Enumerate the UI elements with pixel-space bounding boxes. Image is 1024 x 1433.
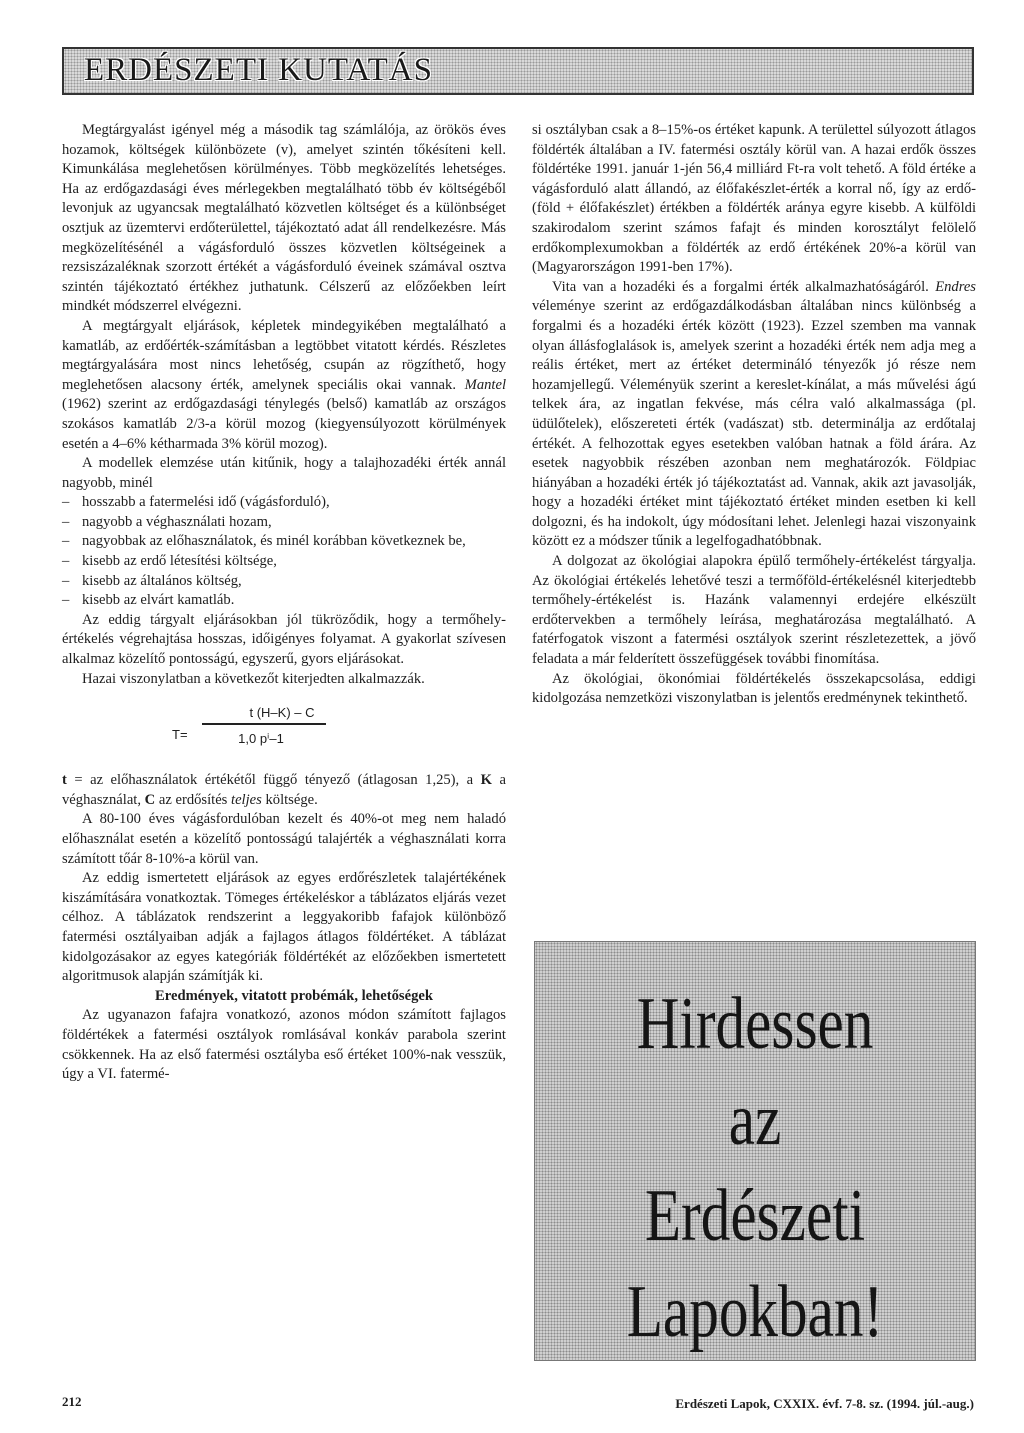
section-header-band xyxy=(62,47,974,95)
paragraph xyxy=(62,317,506,454)
symbol-k: K xyxy=(480,772,493,789)
journal-reference: Erdészeti Lapok, CXXIX. évf. 7-8. sz. (1994. júl.-aug.) xyxy=(675,1396,974,1411)
symbol-t: t xyxy=(62,772,67,789)
author-name: Endres xyxy=(935,278,976,295)
formula-lhs: T= xyxy=(172,727,188,743)
paragraph: Az eddig ismertetett eljárások az egyes erdőrészletek talajértékének kiszámítására vonatkoztak. Tömeges értékeléskor a táblázatos eljárás vezet célhoz. A táblázatok rendszerint a leggyakoribb fafajok különböző fatermési osztályaiban adják a fajlagos átlagos földértéket. A táblázat kidolgozásakor az egyes kategóriák földértékét az előzőekben ismertetett algoritmusok alapján számítják ki. xyxy=(62,870,506,985)
ad-line: az xyxy=(728,1079,782,1161)
emphasis: teljes xyxy=(231,791,262,808)
list-item: – hosszabb a fatermelési idő (vágásforduló), xyxy=(62,493,506,513)
paragraph xyxy=(532,278,976,552)
text-span: a véghasználat, xyxy=(62,772,507,808)
paragraph: Az ugyanazon fafajra vonatkozó, azonos módon számított fajlagos földértékek a fatermési osztályok romlásával konkáv parabola szerint csökkennek. Ha az első fatermési osztályba eső értéket 100%-nak vesszük, úgy a VI. fatermé- xyxy=(62,1007,506,1083)
list-item: – kisebb az erdő létesítési költsége, xyxy=(62,552,506,572)
paragraph: Megtárgyalást igényel még a második tag számlálója, az örökös éves hozamok, költségek különbözete (v), amelyet szintén tőkésíteni kell. Kimunkálása meglehetősen körülményes. Több megközelítés lehetséges. Ha az erdőgazdasági éves mérlegekben megtalálható több év költségéből levonjuk az ugyancsak megtalálható közvetlen költséget és a különbséget osztjuk az üzemtervi erdőterülettel, tájékoztató adat áll rendelkezésre. Más megközelítésénél a vágásforduló összes közvetlen költségeinek a rezsiszázaléknak szorzott értékét a vágásforduló éveinek számával osztva szintén tájékoztató értékhez juthatunk. Célszerű az előzőekben leírt mindkét módszerrel elvégezni. xyxy=(62,122,506,315)
paragraph: A modellek elemzése után kitűnik, hogy a talajhozadéki érték annál nagyobb, minél xyxy=(62,455,506,491)
page-number: 212 xyxy=(62,1394,82,1409)
paragraph: Az ökológiai, ökonómiai földértékelés összekapcsolása, eddigi kidolgozása nemzetközi viszonylatban is jelentős eredménynek tekinthető. xyxy=(532,670,976,707)
formula-legend xyxy=(62,771,506,810)
ad-line: Hirdessen xyxy=(636,983,874,1065)
paragraph: A 80-100 éves vágásfordulóban kezelt és 40%-ot meg nem haladó előhasználat esetén a közelítő pontosságú talajérték a véghasználati korra számított tőár 8-10%-a körül van. xyxy=(62,811,506,867)
text-span: = az előhasználatok értékétől függő tényező (átlagosan 1,25), a xyxy=(74,772,474,789)
subheading: Eredmények, vitatott probémák, lehetőségek xyxy=(155,987,433,1004)
list-item: – kisebb az elvárt kamatláb. xyxy=(62,591,506,611)
formula-numerator: t (H–K) – C xyxy=(249,705,315,721)
fraction-bar xyxy=(202,723,326,724)
advertisement-box xyxy=(534,941,976,1361)
list-item: – nagyobb a véghasználati hozam, xyxy=(62,513,506,533)
paragraph: Az eddig tárgyalt eljárásokban jól tükröződik, hogy a termőhely-értékelés végrehajtása hosszas, időigényes folyamat. A gyakorlat szívesen alkalmaz közelítő pontosságú, egyszerű, gyors eljárásokat. xyxy=(62,611,506,668)
paragraph: si osztályban csak a 8–15%-os értéket kapunk. A területtel súlyozott átlagos földérték általában a IV. fatermési osztály körül van. A hazai erdők összes földértéke 1991. január 1-jén 56,4 milliárd Ft-ra volt tehető. A föld értéke a vágásforduló alatt állandó, az élőfakészlet-érték a korral nő, így az erdő- (föld + élőfakészlet) értékben a földérték aránya egyre kisebb. A külföldi szakirodalom szerint számos fafajt és minden korosztályt felölelő erdőkomplexumokban a földérték az erdő értékének 20%-a körül van (Magyarországon 1991-ben 17%). xyxy=(532,122,976,276)
text-span: költsége. xyxy=(265,791,318,808)
section-title: ERDÉSZETI KUTATÁS xyxy=(84,52,433,88)
right-column xyxy=(532,121,976,709)
text-span: Vita van a hozadéki és a forgalmi érték alkalmazhatóságáról. xyxy=(552,278,929,295)
left-column xyxy=(62,121,506,1085)
author-name: Mantel xyxy=(464,376,506,393)
paragraph: Hazai viszonylatban a következőt kiterjedten alkalmazzák. xyxy=(82,670,425,687)
symbol-c: C xyxy=(144,791,156,808)
paragraph: A dolgozat az ökológiai alapokra épülő termőhely-értékelést tárgyalja. Az ökológiai értékelés lehetővé teszi a termőföld-értékelésnél kiterjedtebb termőhely-értékelést is. Hazánk valamennyi erdejére elkészült erdőtervekben a termőhely leírása, meghatározása megtalálható. A fatérfogatok viszont a fatermési osztályok szerint részletezettek, a jövő feladata a már felderített összefüggések további finomítása. xyxy=(532,553,976,668)
text-span: az erdősítés xyxy=(158,791,228,808)
soil-value-formula xyxy=(62,701,506,763)
text-span: véleménye szerint az erdőgazdálkodásban általában nincs különbség a forgalmi és a hozadéki érték között (1923). Ezzel szemben ma vannak olyan állásfoglalások is, amelyek szerint a hozadéki érték nem adja meg a reális értéket, mert az értéket determináló tényezők jó része nem hozamjellegű. Véleményük szerint a kereslet-kínálat, a más művelési ágú telkek ára, az ingatlan fekvése, más célra való alkalmassága (pl. üdülőtelek), előszereteti érték (vadászat) stb. determinálja az erdőtalaj értékét. A felhozottak egyes esetekben valóban hatnak a föld árára. Az esetek nagyobbik részében azonban nem meghatározók. Földpiac hiányában a hozadéki érték jó tájékoztatást ad. Vannak, akik azt javasolják, hogy a hozadéki értéket mint tájékoztató értéket minden esetben ki kell dolgozni, és ha indokolt, úgy módosítani lehet. Jelenlegi hazai viszonyaink között ez a módszer tűnik a legelfogadhatóbbnak. xyxy=(532,298,976,550)
list-item: – nagyobbak az előhasználatok, és minél korábban következnek be, xyxy=(62,532,506,552)
list-item: – kisebb az általános költség, xyxy=(62,572,506,592)
ad-line: Lapokban! xyxy=(626,1271,884,1353)
ad-line: Erdészeti xyxy=(644,1175,866,1257)
formula-denominator: 1,0 pⁱ–1 xyxy=(238,731,284,747)
condition-list xyxy=(62,493,506,611)
text-span: A megtárgyalt eljárások, képletek mindegyikében megtalálható a kamatláb, az erdőérték-számításban a legtöbbet vitatott kérdés. Részletes megtárgyalására most nincs lehetőség, csupán az rögzíthető, hogy meglehetősen alacsony érték, amelynek speciális okai vannak. xyxy=(62,317,506,393)
text-span: (1962) szerint az erdőgazdasági ténylegés (belső) kamatláb az országos szokásos kamatláb 2/3-a körül mozog (kiegyensúlyozott körülmények esetén a 4–6% kétharmada 3% körül mozog). xyxy=(62,396,506,452)
